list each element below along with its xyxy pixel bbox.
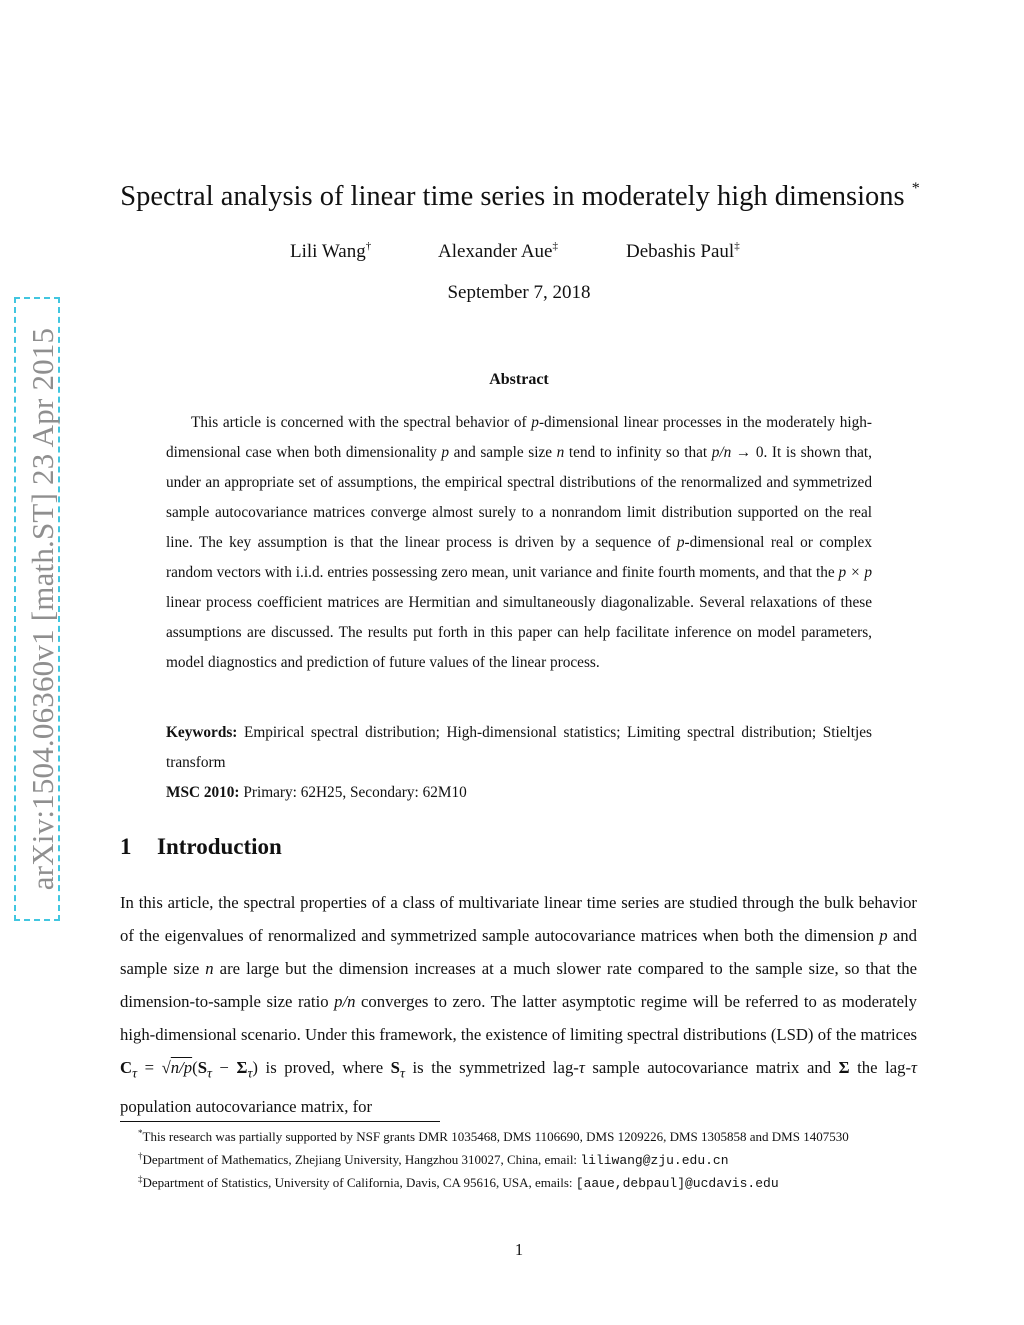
keywords xyxy=(166,718,872,778)
abstract-body xyxy=(166,408,872,678)
msc-label: MSC 2010: xyxy=(166,784,240,801)
footnote-text: Department of Mathematics, Zhejiang University, Hangzhou 310027, China, email: xyxy=(142,1151,581,1167)
author-1 xyxy=(290,240,371,263)
math-tau: τ xyxy=(399,1066,405,1082)
title-text: Spectral analysis of linear time series in moderately high dimensions xyxy=(120,181,905,212)
math-ratio: p/n xyxy=(334,992,356,1011)
intro-text: population autocovariance matrix, for xyxy=(120,1097,373,1117)
intro-text: In this article, the spectral properties of a class of multivariate linear time series are studied through the bulk behavior of the eigenvalues of renormalized and symmetrized sample autocovariance matrices when both the dimension xyxy=(120,893,917,945)
author-3 xyxy=(626,240,740,263)
title-footnote-mark: * xyxy=(911,180,920,197)
section-heading xyxy=(120,834,282,860)
intro-paragraph xyxy=(120,886,917,1123)
intro-text: and sample size xyxy=(120,926,917,978)
footnote-mark: * xyxy=(138,1128,143,1138)
author-name: Lili Wang xyxy=(290,241,366,262)
msc-text: Primary: 62H25, Secondary: 62M10 xyxy=(243,784,467,801)
author-name: Alexander Aue xyxy=(438,241,553,262)
math-p: p xyxy=(531,414,539,431)
paper-title xyxy=(0,180,1024,213)
math-equals: = xyxy=(144,1058,155,1077)
abstract-text: -dimensional linear processes in the moderately high-dimensional case when both dimensionality xyxy=(166,414,872,461)
author-name: Debashis Paul xyxy=(626,241,735,262)
keywords-label: Keywords: xyxy=(166,724,238,741)
footnotes xyxy=(120,1124,918,1194)
math-ratio: p/n xyxy=(711,444,732,461)
math-n-over-p: n/p xyxy=(170,1058,193,1077)
math-S: S xyxy=(390,1058,400,1077)
author-2 xyxy=(438,240,558,263)
abstract-text: -dimensional real or complex random vectors with i.i.d. entries possessing zero mean, unit variance and finite fourth moments, and that the xyxy=(166,534,872,581)
math-p: p xyxy=(676,534,685,551)
math-Sigma: Σ xyxy=(838,1058,850,1077)
intro-text: are large but the dimension increases at a much slower rate compared to the sample size, so that the dimension-to-sample size ratio xyxy=(120,959,917,1011)
footnote-text: Department of Statistics, University of California, Davis, CA 95616, USA, emails: xyxy=(142,1175,576,1190)
author-mark: ‡ xyxy=(734,240,740,252)
abstract-text: linear process coefficient matrices are Hermitian and simultaneously diagonalizable. Several relaxations of these assumptions are discussed. The results put forth in this paper can help facilitate inference on model parameters, model diagnostics and prediction of future values of the linear process. xyxy=(166,594,872,671)
section-number: 1 xyxy=(120,834,132,859)
math-c-tau-formula xyxy=(120,1058,258,1082)
math-sqrt: √ xyxy=(161,1058,171,1077)
math-tau: τ xyxy=(247,1066,253,1082)
email-link[interactable]: [aaue,debpaul]@ucdavis.edu xyxy=(575,1176,779,1191)
math-p: p xyxy=(441,444,450,461)
abstract-text: tend to infinity so that xyxy=(564,444,712,461)
abstract-text: → 0. It is shown that, under an appropriate set of assumptions, the empirical spectral distributions of the renormalized and symmetrized sample autocovariance matrices converge almost surely to a nonrandom limit distribution supported on the real line. The key assumption is that the linear process is driven by a sequence of xyxy=(166,444,872,551)
paper-date: September 7, 2018 xyxy=(447,282,591,303)
footnote-affiliation-1 xyxy=(120,1147,918,1171)
author-mark: † xyxy=(365,240,372,252)
math-tau: τ xyxy=(206,1066,212,1082)
abstract-text: This article is concerned with the spectral behavior of xyxy=(191,414,532,431)
math-Sigma: Σ xyxy=(236,1058,248,1077)
intro-text: the lag- xyxy=(849,1058,912,1077)
abstract-heading: Abstract xyxy=(489,371,549,388)
footnote-funding xyxy=(120,1124,918,1147)
msc-classification xyxy=(166,778,872,808)
math-C: C xyxy=(120,1058,133,1077)
intro-text: converges to zero. The latter asymptotic regime will be referred to as moderately high-dimensional scenario. Under this framework, the existence of limiting spectral distributions (LSD) of the matrices xyxy=(120,992,917,1044)
math-tau: τ xyxy=(132,1066,138,1082)
page-number: 1 xyxy=(514,1240,524,1259)
math-minus: − xyxy=(211,1058,237,1077)
footnote-mark: ‡ xyxy=(138,1174,143,1184)
math-n: n xyxy=(205,959,214,978)
math-paren: ( xyxy=(192,1058,198,1077)
section-title: Introduction xyxy=(157,834,282,859)
footnote-rule xyxy=(120,1121,440,1122)
math-tau: τ xyxy=(911,1058,918,1077)
author-mark: ‡ xyxy=(552,240,558,252)
math-n: n xyxy=(556,444,565,461)
abstract-text: and sample size xyxy=(449,444,557,461)
email-link[interactable]: liliwang@zju.edu.cn xyxy=(580,1152,729,1168)
footnote-text: This research was partially supported by NSF grants DMR 1035468, DMS 1106690, DMS 1209226, DMS 1305858 and DMS 1407530 xyxy=(142,1129,849,1144)
intro-text: is the symmetrized lag- xyxy=(404,1058,579,1077)
math-paren: ) xyxy=(252,1058,258,1077)
math-tau: τ xyxy=(578,1058,585,1077)
footnote-affiliation-2 xyxy=(120,1170,918,1194)
intro-text: sample autocovariance matrix and xyxy=(584,1058,839,1077)
intro-text: is proved, where xyxy=(257,1058,391,1077)
footnote-mark: † xyxy=(138,1150,143,1161)
math-pxp: p × p xyxy=(838,564,872,581)
math-S: S xyxy=(197,1058,207,1077)
keywords-text: Empirical spectral distribution; High-dimensional statistics; Limiting spectral distribution; Stieltjes transform xyxy=(166,724,873,771)
arxiv-watermark: arXiv:1504.06360v1 [math.ST] 23 Apr 2015 xyxy=(25,327,60,891)
math-p: p xyxy=(879,926,888,945)
